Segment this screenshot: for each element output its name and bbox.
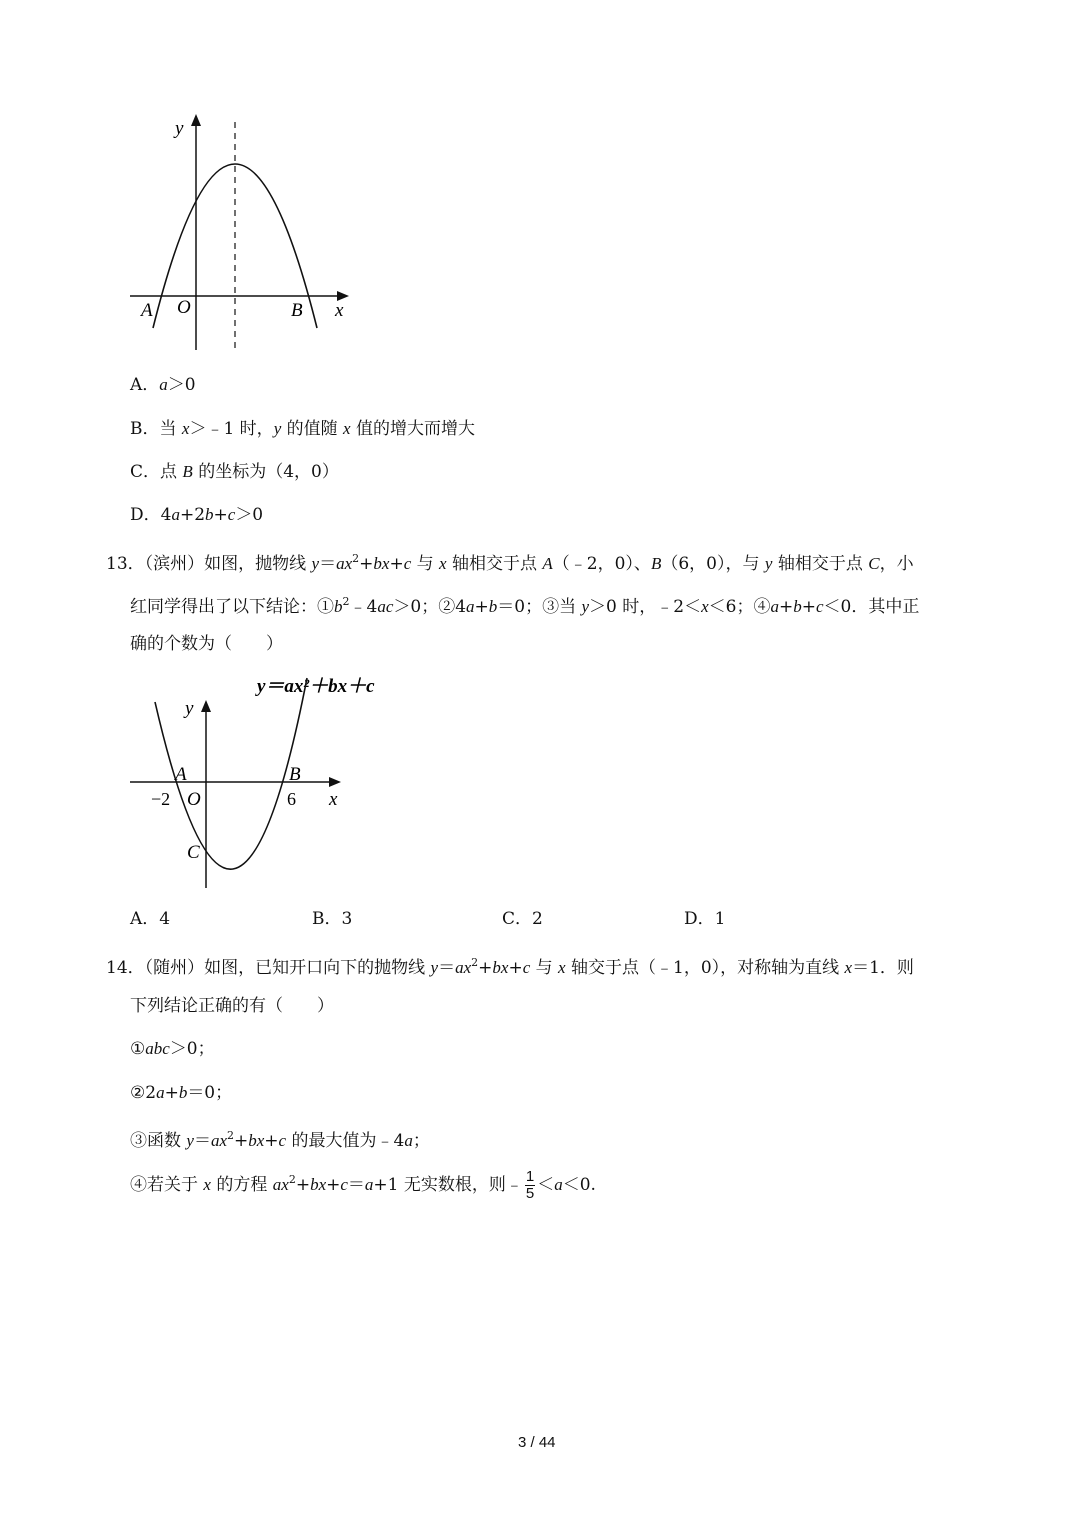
graph-upward-parabola [125,668,395,893]
graph1-label-x: x [335,300,344,321]
q14-conclusion-1: ①abc＞0； [130,1039,215,1059]
graph1-label-b: B [291,300,303,321]
graph1-label-y: y [175,118,184,139]
graph1-label-o: O [177,297,191,318]
graph-downward-parabola [125,110,365,360]
q12-option-d: D．4a+2b+c＞0 [130,505,264,525]
q13-option-a: A．4 [130,909,171,929]
q13-option-c: C．2 [502,909,543,929]
q13-option-b: B．3 [312,909,353,929]
x-axis-arrow [329,777,341,787]
q13-option-d: D．1 [684,909,726,929]
graph2-label-six: 6 [287,789,296,809]
graph2-label-y: y [185,698,194,719]
q14-conclusion-3: ③函数 $y=ax^2+bx+c$ 的最大值为﹣4a； [130,1129,430,1151]
q12-option-c: C．点 B 的坐标为（4，0） [130,462,339,482]
q14-stem-line-2: 下列结论正确的有（ ） [130,996,334,1016]
q12-option-b: B．当 x＞﹣1 时，y 的值随 x 值的增大而增大 [130,419,475,439]
page-number: 3 / 44 [518,1434,556,1451]
y-axis-arrow [201,700,211,712]
graph1-label-a: A [141,300,153,321]
q13-stem-line-2: 红同学得出了以下结论：$①b^2﹣4ac>0$；②4a+b＝0；③当 y＞0 时，﹣2＜x＜6；④a+b+c＜0．其中正 [130,595,920,617]
q14-stem-line-1: 14．（随州）如图，已知开口向下的抛物线 $y=ax^2+bx+c$ 与 x 轴交于点（﹣1，0），对称轴为直线 x＝1．则 [106,956,914,978]
graph2-equation: y＝ax²＋bx＋c [257,676,375,697]
y-axis-arrow [191,114,201,126]
q14-conclusion-2: ②2a+b＝0； [130,1083,233,1103]
graph2-label-c: C [187,842,200,863]
graph2-label-b: B [289,764,301,785]
fraction-one-fifth: $\frac{1}{5}$ [525,1168,535,1202]
graph2-label-neg2: −2 [151,789,171,809]
q14-conclusion-4: ④若关于 x 的方程 $ax^2+bx+c=a+1$ 无实数根，则﹣ $\frac{1}{5}$ ＜a＜0. [130,1168,596,1202]
q13-stem-line-3: 确的个数为（ ） [130,634,283,654]
graph2-label-o: O [187,789,201,810]
graph2-label-x: x [329,789,338,810]
q12-option-a: A．a＞0 [130,375,196,395]
graph2-label-a: A [175,764,187,785]
q13-stem-line-1: 13．（滨州）如图，抛物线 $y=ax^2+bx+c$ 与 x 轴相交于点 A（﹣2，0）、B（6，0），与 y 轴相交于点 C，小 [106,552,914,574]
